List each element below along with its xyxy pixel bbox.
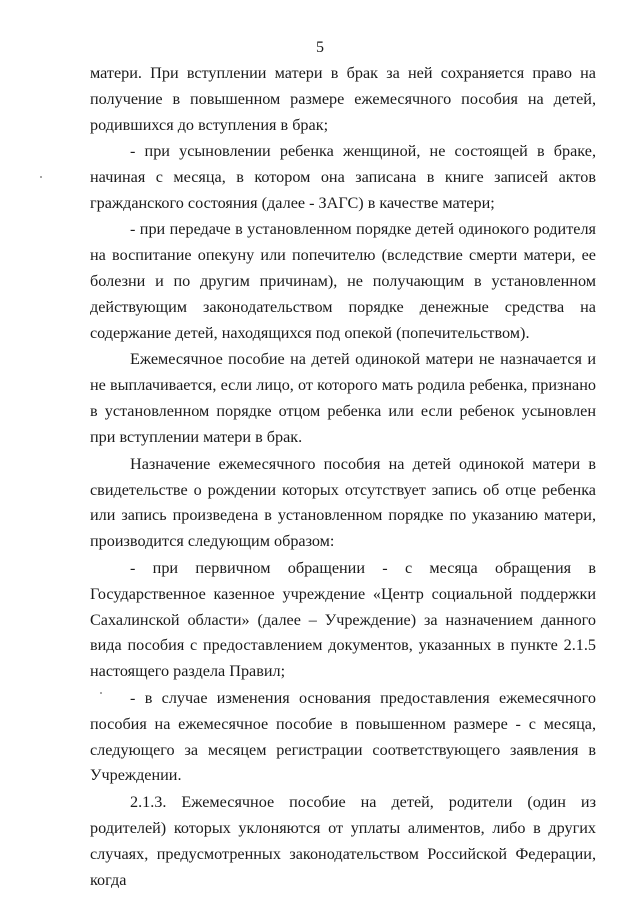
scan-speck bbox=[100, 692, 102, 694]
paragraph-first-application: - при первичном обращении - с месяца обращения в Государственное казенное учреждение «Центр социальной поддержки Сахалинской области» (далее – Учреждение) за назначением данного вида пособия с предоставлением документов, указанных в пункте 2.1.5 настоящего раздела Правил; bbox=[90, 558, 596, 681]
paragraph-adoption: - при усыновлении ребенка женщиной, не состоящей в браке, начиная с месяца, в котором она записана в книге записей актов гражданского состояния (далее - ЗАГС) в качестве матери; bbox=[90, 142, 596, 213]
scan-speck bbox=[40, 176, 42, 178]
paragraph-assignment-procedure: Назначение ежемесячного пособия на детей одинокой матери в свидетельстве о рождении которых отсутствует запись об отце ребенка или запись произведена в установленном порядке по указанию матери, производится следующим образом: bbox=[90, 454, 596, 551]
paragraph-section-2-1-3: 2.1.3. Ежемесячное пособие на детей, родители (один из родителей) которых уклоняются от уплаты алиментов, либо в других случаях, предусмотренных законодательством Российской Федерации, когда bbox=[90, 792, 596, 889]
paragraph-continuation: матери. При вступлении матери в брак за ней сохраняется право на получение в повышенном размере ежемесячного пособия на детей, родившихся до вступления в брак; bbox=[90, 64, 596, 134]
paragraph-basis-change: - в случае изменения основания предоставления ежемесячного пособия на ежемесячное пособие в повышенном размере - с месяца, следующего за месяцем регистрации соответствующего заявления в Учреждении. bbox=[90, 688, 596, 785]
body-text bbox=[90, 61, 596, 894]
page-number: 5 bbox=[316, 39, 324, 56]
paragraph-not-assigned: Ежемесячное пособие на детей одинокой матери не назначается и не выплачивается, если лицо, от которого мать родила ребенка, признано в установленном порядке отцом ребенка или если ребенок усыновлен при вступлении матери в брак. bbox=[90, 350, 596, 447]
paragraph-guardianship: - при передаче в установленном порядке детей одинокого родителя на воспитание опекуну или попечителю (вследствие смерти матери, ее болезни и по другим причинам), не получающим в установленном действующим законодательством порядке денежные средства на содержание детей, находящихся под опекой (попечительством). bbox=[90, 220, 596, 343]
